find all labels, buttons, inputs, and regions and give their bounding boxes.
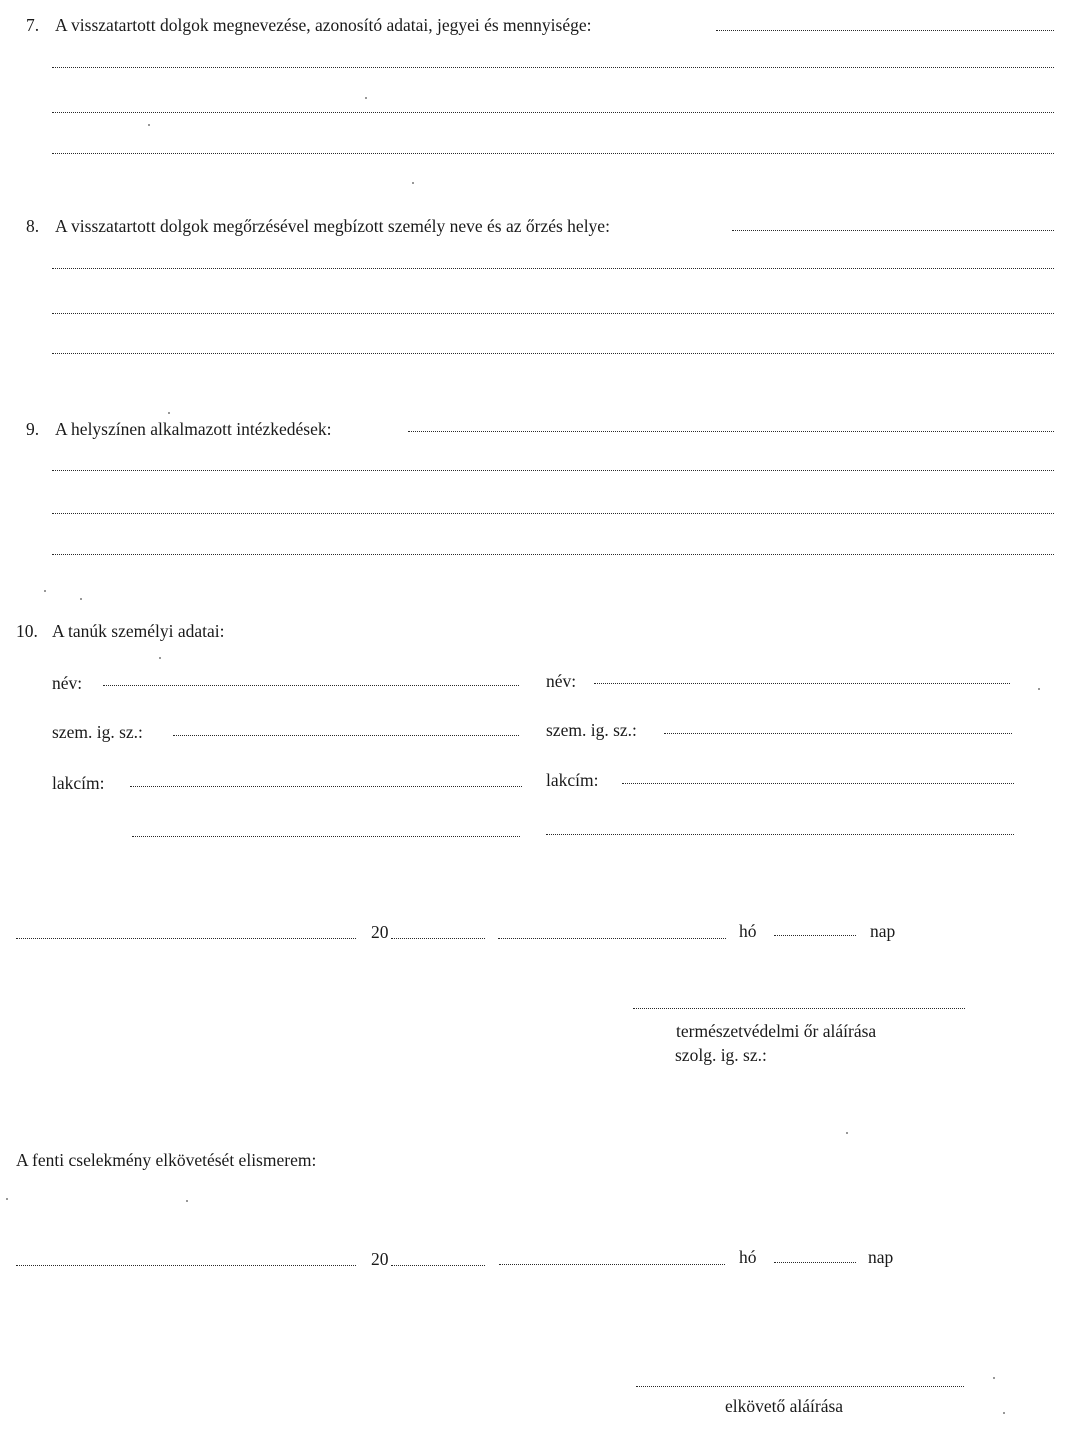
witness-2-address-label: lakcím: xyxy=(546,770,599,790)
witness-1-id-label: szem. ig. sz.: xyxy=(52,722,143,742)
admission-statement: A fenti cselekmény elkövetését elismerem: xyxy=(16,1150,317,1170)
year-prefix-2: 20 xyxy=(371,1249,389,1269)
witness-2-id-label: szem. ig. sz.: xyxy=(546,720,637,740)
scan-speck xyxy=(1003,1412,1005,1414)
witness-2-address-field-line-2[interactable] xyxy=(546,834,1014,835)
section-9-answer-line[interactable] xyxy=(52,554,1054,555)
section-10-number: 10. xyxy=(16,621,38,641)
section-8-answer-line[interactable] xyxy=(52,268,1054,269)
section-8-answer-line[interactable] xyxy=(52,313,1054,314)
month-label: hó xyxy=(739,921,757,941)
section-8-number: 8. xyxy=(26,216,40,236)
witness-2-name-label: név: xyxy=(546,671,577,691)
section-7-number: 7. xyxy=(26,15,40,35)
officer-service-id-label: szolg. ig. sz.: xyxy=(675,1045,767,1065)
officer-signature-label: természetvédelmi őr aláírása xyxy=(676,1021,877,1041)
day-field[interactable] xyxy=(774,935,856,936)
scan-speck xyxy=(412,182,414,184)
witness-2-name-field[interactable] xyxy=(594,683,1010,684)
place-field[interactable] xyxy=(16,938,356,939)
section-9-label: A helyszínen alkalmazott intézkedések: xyxy=(55,419,332,439)
scan-speck xyxy=(148,124,150,126)
section-10-label: A tanúk személyi adatai: xyxy=(52,621,225,641)
witness-1-address-label: lakcím: xyxy=(52,773,105,793)
section-9-answer-line[interactable] xyxy=(52,470,1054,471)
scan-speck xyxy=(846,1132,848,1134)
month-label-2: hó xyxy=(739,1247,757,1267)
section-8-label: A visszatartott dolgok megőrzésével megbízott személy neve és az őrzés helye: xyxy=(55,216,610,236)
section-7-label: A visszatartott dolgok megnevezése, azonosító adatai, jegyei és mennyisége: xyxy=(55,15,592,35)
scan-speck xyxy=(168,412,170,414)
day-label-2: nap xyxy=(868,1247,894,1267)
witness-1-address-field[interactable] xyxy=(130,786,522,787)
day-field-2[interactable] xyxy=(774,1262,856,1263)
section-9-number: 9. xyxy=(26,419,40,439)
scan-speck xyxy=(1038,688,1040,690)
scan-speck xyxy=(365,97,367,99)
section-8-answer-line[interactable] xyxy=(732,230,1054,231)
offender-signature-label: elkövető aláírása xyxy=(725,1396,844,1416)
offender-signature-line[interactable] xyxy=(636,1386,964,1387)
year-prefix: 20 xyxy=(371,922,389,942)
scan-speck xyxy=(6,1198,8,1200)
section-8-answer-line[interactable] xyxy=(52,353,1054,354)
scan-speck xyxy=(159,657,161,659)
section-9-answer-line[interactable] xyxy=(52,513,1054,514)
place-field-2[interactable] xyxy=(16,1265,356,1266)
scan-speck xyxy=(80,598,82,600)
witness-2-id-field[interactable] xyxy=(664,733,1012,734)
witness-1-name-field[interactable] xyxy=(103,685,519,686)
section-7-answer-line[interactable] xyxy=(52,112,1054,113)
scan-speck xyxy=(44,590,46,592)
witness-2-address-field[interactable] xyxy=(622,783,1014,784)
section-7-answer-line[interactable] xyxy=(52,67,1054,68)
witness-1-name-label: név: xyxy=(52,673,83,693)
witness-1-id-field[interactable] xyxy=(173,735,519,736)
section-7-answer-line[interactable] xyxy=(52,153,1054,154)
year-field[interactable] xyxy=(391,938,485,939)
section-9-answer-line[interactable] xyxy=(408,431,1054,432)
scan-speck xyxy=(186,1200,188,1202)
section-7-answer-line[interactable] xyxy=(716,30,1054,31)
year-field-2[interactable] xyxy=(391,1265,485,1266)
officer-signature-line[interactable] xyxy=(633,1008,965,1009)
scan-speck xyxy=(993,1377,995,1379)
witness-1-address-field-line-2[interactable] xyxy=(132,836,520,837)
month-field[interactable] xyxy=(498,938,726,939)
month-field-2[interactable] xyxy=(499,1264,725,1265)
day-label: nap xyxy=(870,921,896,941)
